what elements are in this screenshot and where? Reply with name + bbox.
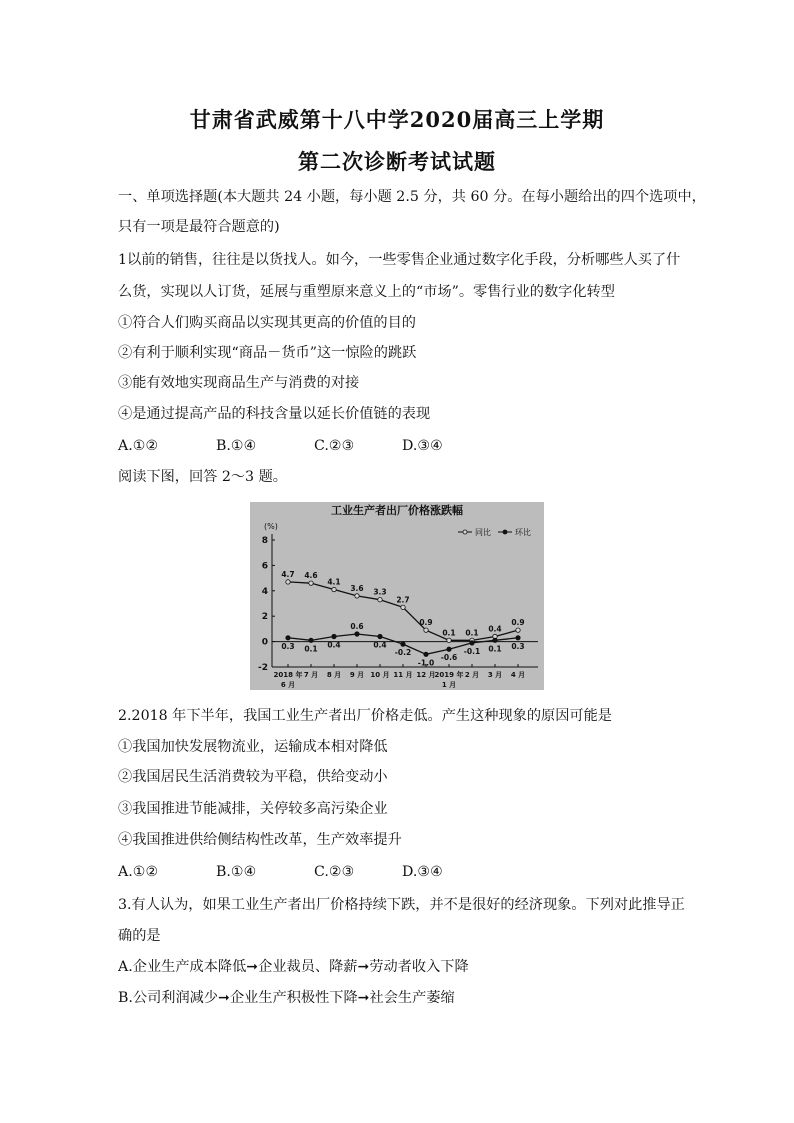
x-tick-label: 7 月 (303, 671, 319, 679)
data-label-yoy: 0.4 (488, 624, 502, 634)
q1-option-a[interactable]: A.①② (118, 438, 159, 454)
data-label-mom: 0.1 (488, 644, 502, 654)
x-tick-label: 8 月 (326, 671, 342, 679)
x-tick-label: 12 月 (416, 671, 436, 679)
legend-marker-mom (503, 530, 507, 534)
data-label-mom: 0.1 (304, 644, 318, 654)
data-label-yoy: 4.6 (304, 571, 318, 581)
q1-stem-line-2: 么货，实现以人订货，延展与重塑原来意义上的“市场”。零售行业的数字化转型 (118, 284, 615, 300)
read-prompt: 阅读下图，回答 2～3 题。 (118, 469, 287, 485)
legend-label-yoy: 同比 (475, 528, 491, 537)
data-label-mom: 0.3 (511, 641, 525, 651)
q3-option-a[interactable]: A.企业生产成本降低➞企业裁员、降薪➞劳动者收入下降 (118, 959, 469, 975)
y-axis-label: (%) (264, 522, 278, 531)
data-label-yoy: 0.1 (442, 628, 456, 638)
section-instruction-line-1: 一、单项选择题(本大题共 24 小题，每小题 2.5 分，共 60 分。在每小题给出的四个选项中， (118, 189, 706, 205)
data-point-yoy (516, 628, 520, 632)
q3-option-b[interactable]: B.公司利润减少➞企业生产积极性下降➞社会生产萎缩 (118, 990, 455, 1006)
data-label-mom: -0.2 (394, 648, 412, 658)
data-label-yoy: 3.6 (350, 583, 364, 593)
x-tick-label: 11 月 (393, 671, 413, 679)
chart-title: 工业生产者出厂价格涨跌幅 (331, 504, 463, 517)
q1-options (118, 436, 443, 456)
q1-option-d[interactable]: D.③④ (402, 438, 443, 454)
data-point-mom (493, 638, 497, 642)
title-line-2: 第二次诊断考试试题 (298, 149, 496, 174)
x-tick-sublabel: 1 月 (441, 681, 457, 689)
data-point-yoy (332, 587, 336, 591)
x-tick-label: 2 月 (464, 671, 480, 679)
data-label-yoy: 4.7 (281, 569, 295, 579)
data-point-yoy (309, 581, 313, 585)
data-point-yoy (355, 594, 359, 598)
data-point-mom (355, 632, 359, 636)
q2-item-4: ④我国推进供给侧结构性改革，生产效率提升 (118, 832, 402, 848)
data-point-mom (470, 641, 474, 645)
data-point-mom (424, 652, 428, 656)
data-point-mom (309, 638, 313, 642)
y-tick-label: -2 (258, 663, 268, 673)
data-label-mom: 0.3 (281, 641, 295, 651)
data-point-mom (401, 642, 405, 646)
q1-item-3: ③能有效地实现商品生产与消费的对接 (118, 375, 360, 391)
data-point-yoy (424, 628, 428, 632)
x-tick-label: 3 月 (487, 671, 503, 679)
data-label-mom: -0.1 (463, 646, 481, 656)
data-label-yoy: 0.9 (511, 618, 525, 628)
data-point-mom (332, 634, 336, 638)
q3-stem-line-1: 3.有人认为，如果工业生产者出厂价格持续下跌，并不是很好的经济现象。下列对此推导正 (118, 897, 685, 913)
data-label-yoy: 3.3 (373, 587, 387, 597)
y-tick-label: 8 (261, 536, 268, 546)
y-tick-label: 0 (261, 637, 268, 648)
data-point-yoy (286, 580, 290, 584)
q1-item-4: ④是通过提高产品的科技含量以延长价值链的表现 (118, 406, 431, 422)
data-label-yoy: 0.9 (419, 618, 433, 628)
q1-option-b[interactable]: B.①④ (216, 438, 257, 454)
y-tick-label: 6 (261, 561, 268, 572)
data-label-mom: 0.4 (327, 640, 341, 650)
legend-label-mom: 环比 (515, 528, 531, 537)
q1-item-2: ②有利于顺利实现“商品－货币”这一惊险的跳跃 (118, 345, 417, 361)
y-tick-label: 2 (261, 612, 268, 623)
data-point-yoy (447, 638, 451, 642)
series-line-yoy (288, 582, 518, 640)
q2-option-c[interactable]: C.②③ (314, 864, 355, 880)
x-tick-sublabel: 6 月 (280, 681, 296, 689)
data-label-yoy: 2.7 (396, 595, 410, 605)
q2-option-b[interactable]: B.①④ (216, 864, 257, 880)
x-tick-label: 4 月 (510, 671, 526, 679)
q2-option-a[interactable]: A.①② (118, 864, 159, 880)
data-label-yoy: 0.1 (465, 628, 479, 638)
data-label-mom: 0.4 (373, 640, 387, 650)
data-label-mom: 0.6 (350, 621, 364, 631)
q2-option-d[interactable]: D.③④ (402, 864, 443, 880)
data-point-mom (516, 636, 520, 640)
title-line-1: 甘肃省武威第十八中学2020届高三上学期 (189, 107, 605, 132)
q2-stem: 2.2018 年下半年，我国工业生产者出厂价格走低。产生这种现象的原因可能是 (118, 708, 612, 724)
data-point-mom (286, 636, 290, 640)
q2-item-1: ①我国加快发展物流业，运输成本相对降低 (118, 739, 388, 755)
section-instruction-line-2: 只有一项是最符合题意的) (118, 219, 280, 235)
x-tick-label: 10 月 (370, 671, 390, 679)
legend-marker-yoy (463, 530, 467, 534)
data-point-yoy (401, 605, 405, 609)
data-point-mom (447, 647, 451, 651)
q1-item-1: ①符合人们购买商品以实现其更高的价值的目的 (118, 315, 416, 331)
q2-item-3: ③我国推进节能减排，关停较多高污染企业 (118, 801, 388, 817)
q2-item-2: ②我国居民生活消费较为平稳，供给变动小 (118, 769, 388, 785)
data-point-yoy (378, 597, 382, 601)
y-tick-label: 4 (261, 586, 268, 597)
chart-svg (250, 502, 544, 690)
x-tick-label: 9 月 (349, 671, 365, 679)
q1-stem-line-1: 1以前的销售，往往是以货找人。如今，一些零售企业通过数字化手段，分析哪些人买了什 (118, 252, 681, 268)
q2-options (118, 862, 443, 882)
data-label-mom: -0.6 (440, 653, 458, 663)
q1-option-c[interactable]: C.②③ (314, 438, 355, 454)
data-label-yoy: 4.1 (327, 577, 341, 587)
data-point-mom (378, 634, 382, 638)
x-tick-label: 2018 年 (273, 671, 303, 679)
price-change-chart (250, 502, 544, 690)
data-label-mom: -1.0 (417, 658, 435, 668)
x-tick-label: 2019 年 (434, 671, 464, 679)
q3-stem-line-2: 确的是 (118, 928, 161, 944)
